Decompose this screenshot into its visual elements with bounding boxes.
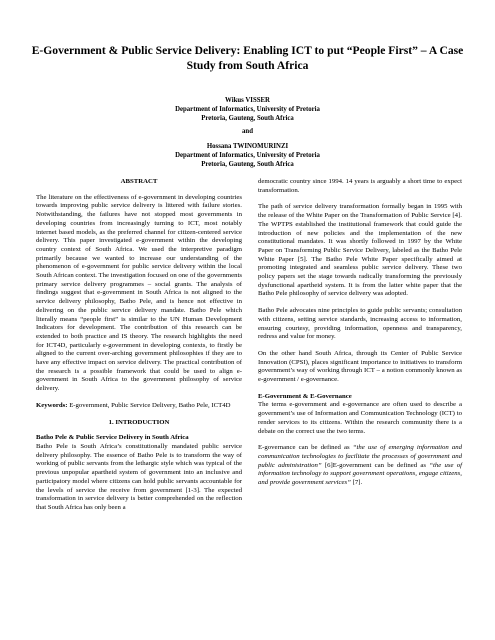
paper-title: E-Government & Public Service Delivery: Enabling ICT to put “People First” – A Case Study from South Africa [31,44,464,72]
author-2-location: Pretoria, Gauteng, South Africa [201,161,294,168]
right-para-6 [258,444,462,488]
author-1-block [40,96,455,123]
abstract-heading: ABSTRACT [120,178,158,185]
author-1-name: Wikus VISSER [225,97,270,104]
author-1-dept: Department of Informatics, University of Pretoria [175,106,320,113]
keywords-text: E-government, Public Service Delivery, Batho Pele, ICT4D [69,401,231,409]
keywords-label: Keywords: [36,401,68,409]
intro-text: Batho Pele is South Africa’s constitutionally mandated public service delivery philosophy. The essence of Batho Pele is to transform the way of working of public servants from the lethargic style which was typical of the previous unpopular apartheid system of government into an inclusive and participatory model where citizens can hold public servants accountable for the levels of service the receive from government [1-3]. The expected transformation in service delivery is better comprehended on the reflection that South Africa has only been a [36,442,242,511]
author-2-name: Hossana TWINOMURINZI [206,143,289,150]
abstract-text: The literature on the effectiveness of e-government in developing countries towards improving public service delivery is littered with failure stories. Notwithstanding, the failures have not stopped most governments in developing countries from increasingly turning to ICT, most notably internet based models, as the preferred channel for citizen-centered service delivery. This paper investigated e-government within the developing country context of South Africa. We used the interpretive paradigm primarily because we wanted to increase our understanding of the phenomenon of e-government for public service delivery within the local South African context. The investigation focused on one of the governments primary service delivery programmes – social grants. The analysis of findings suggest that e-government in South Africa is not aligned to the service delivery philosophy, Batho Pele, and is hence not effective in delivering on the public service delivery mandate. Batho Pele which literally means “people first” is similar to the UN Human Development Indicators for development. The contribution of this research can be extended to both practice and IS theory. The research highlights the need for ICT4D, particularly e-government in developing contexts, to firstly be aligned to the current over-arching government philosophies if they are to have any effective impact on service delivery. The practical contribution of the research is a possible framework that could be used to align e-government in South Africa to the government philosophy of service delivery. [36,193,242,393]
intro-heading: 1. INTRODUCTION [108,418,170,426]
author-separator: and [242,128,253,135]
author-1-location: Pretoria, Gauteng, South Africa [201,115,294,122]
definition-citation: [7]. [350,479,363,487]
right-para-4: On the other hand South Africa, through its Center of Public Service Innovation (CPSI), places significant importance to initiatives to transform government’s way of working through ICT – a notion commonly known as e-government / e-governance. [258,349,462,384]
author-2-dept: Department of Informatics, University of Pretoria [175,152,320,159]
right-column [258,178,462,496]
right-para-3: Batho Pele advocates nine principles to guide public servants; consultation with citizens, setting service standards, increasing access to information, ensuring courtesy, providing information, openness and transparency, redress and value for money. [258,307,462,341]
right-para-1: democratic country since 1994. 14 years is arguably a short time to expect transformation. [258,178,462,194]
definition-intro-1: E-governance can be defined as [258,444,353,452]
right-para-5: The terms e-government and e-governance are often used to describe a government’s use of Information and Communication Technology (ICT) to render services to its citizens. Within the research community there is a debate on the correct use the two terms. [258,401,462,435]
egovernment-definition-quote: “the use of information technology to support government operations, engage citizens, and provide government services” [258,461,462,487]
definition-intro-2: [6]E-government can be defined as [321,461,430,469]
egov-subheading: E-Government & E-Governance [258,392,352,400]
right-para-2: The path of service delivery transformation formally began in 1995 with the release of the White Paper on the Transformation of Public Service [4]. The WPTPS established the institutional framework that could guide the introduction of new policies and the implementation of the new constitutional mandates. It was shortly followed in 1997 by the White Paper on Transforming Public Service Delivery, labeled as the Batho Pele White Paper [5]. The Batho Pele White Paper specifically aimed at promoting integrated and seamless public service delivery. These two policy papers set the stage towards radically transforming the previously dysfunctional apartheid system. It is from the latter white paper that the Batho Pele philosophy of service delivery was adopted. [258,203,462,298]
keywords [36,402,242,411]
egovernance-definition-quote: “the use of emerging information and communication technologies to facilitate the processes of government and public administration” [258,444,462,469]
intro-subheading: Batho Pele & Public Service Delivery in South Africa [36,434,189,442]
left-column [36,178,242,521]
author-2-block [40,142,455,169]
